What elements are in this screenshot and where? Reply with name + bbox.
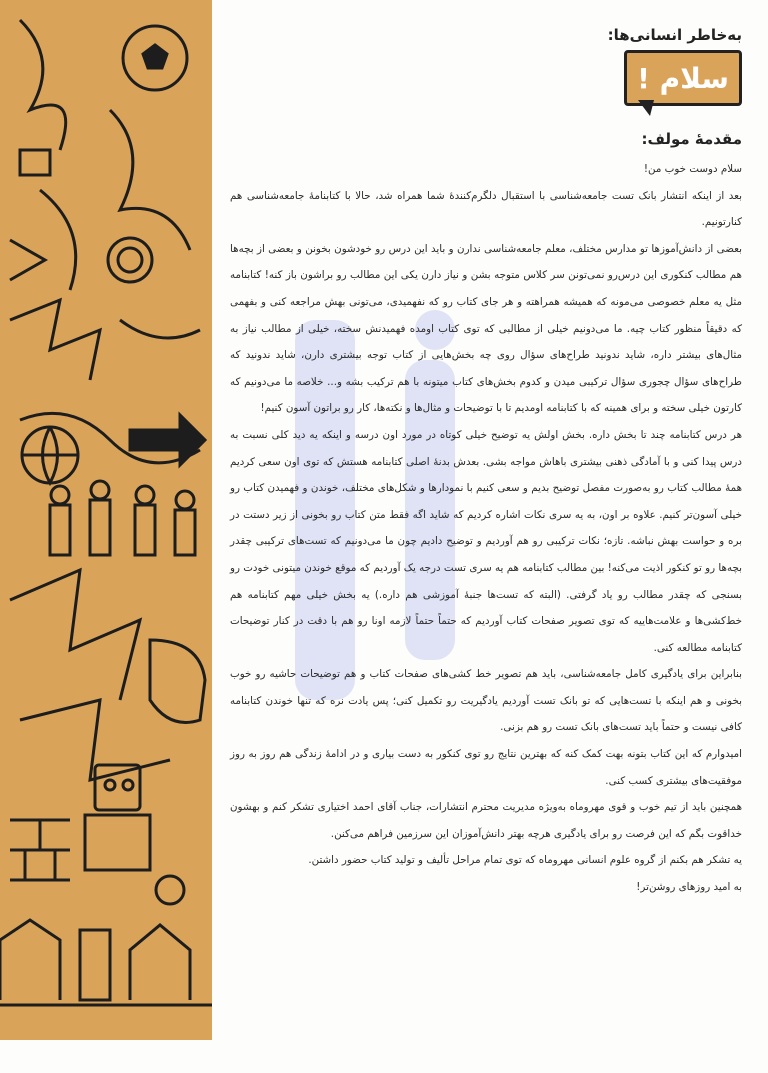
paragraph-book-structure: هر درس کتابنامه چند تا بخش داره. بخش اولش یه توضیح خیلی کوتاه در مورد اون درسه و اینکه یه دید کلی نسبت به درس پیدا کنی و با آمادگی ذهنی بیشتری باهاش مواجه بشی. بعدش بدنۀ اصلی کتابنامه هستش که توی اون سعی کردیم همۀ مطالب کتاب رو به‌صورت مفصل توضیح بدیم و سعی کنیم با نمودارها و شکل‌های مختلف، خوندن و فهمیدن کتاب رو خیلی آسون‌تر کنیم. علاوه بر اون، به یه سری نکات اشاره کردیم که شاید اگه فقط متن کتاب رو بخونی از زیر دستت در بره و حواست بهش نباشه. تازه؛ نکات ترکیبی رو هم آوردیم و توضیح دادیم چون ما می‌دونیم که تست‌های ترکیبی چقدر بچه‌ها رو تو کنکور اذیت می‌کنه! بین مطالب کتابنامه هم یه سری تست درجه یک آوردیم که موقع خوندن میتونی خودت رو بسنجی که چقدر مطالب رو یاد گرفتی. (البته که تست‌ها جنبۀ آموزشی هم داره.) یه بخش خیلی مهم کتابنامه هم خط‌کشی‌ها و علامت‌هاییه که توی تصویر صفحات کتاب آوردیم که حتماً حتماً لازمه اونا رو هم با دقت در کنار توضیحات کتابنامه مطالعه کنی.	[230, 428, 742, 654]
paragraph-thanks-publisher: همچنین باید از تیم خوب و قوی مهروماه به‌ویژه مدیریت محترم انتشارات، جناب آقای احمد اختیاری تشکر کنم و بهشون خداقوت بگم که این فرصت رو برای یادگیری هرچه بهتر دانش‌آموزان این سرزمین فراهم می‌کنن.	[230, 801, 742, 840]
hello-speech-bubble	[624, 50, 742, 106]
paragraph-hope: امیدوارم که این کتاب بتونه بهت کمک کنه که بهترین نتایج رو توی کنکور به دست بیاری و در ادامۀ زندگی هم روز به روز موفقیت‌های بیشتری کسب کنی.	[230, 748, 742, 787]
hello-badge-text: سلام !	[637, 61, 729, 95]
author-intro-heading: مقدمۀ مولف:	[641, 130, 742, 148]
for-humans-heading: به‌خاطر انسانی‌ها:	[607, 26, 742, 44]
hello-badge	[624, 50, 742, 120]
speech-bubble-tail	[638, 100, 654, 116]
paragraph-how-to-study: بنابراین برای یادگیری کامل جامعه‌شناسی، باید هم تصویر خط کشی‌های صفحات کتاب و هم توضیحات حاشیه رو خوب بخونی و هم اینکه با تست‌هایی که تو بانک تست آوردیم یادگیریت رو تکمیل کنی؛ پس یادت نره که تنها خوندن کتابنامه کافی نیست و حتماً باید تست‌های بانک تست رو هم بزنی.	[230, 668, 742, 734]
doodle-illustration	[0, 0, 212, 1040]
paragraph-closing: به امید روزهای روشن‌تر!	[636, 881, 742, 894]
paragraph-greeting: سلام دوست خوب من!	[643, 163, 742, 175]
paragraph-thanks-group: یه تشکر هم بکنم از گروه علوم انسانی مهروماه که توی تمام مراحل تألیف و تولید کتاب حضور داشتن.	[308, 854, 742, 867]
decorative-doodle-strip	[0, 0, 212, 1040]
main-text-column	[230, 26, 742, 901]
paragraph-why-book: بعضی از دانش‌آموزها تو مدارس مختلف، معلم جامعه‌شناسی ندارن و باید این درس رو خودشون بخونن و بعضی از بچه‌ها هم مطالب کنکوری این درس‌رو نمی‌تونن سر کلاس متوجه بشن و نیاز دارن یکی این مطالب رو براشون باز کنه! کتابنامه مثل یه معلم خصوصی می‌مونه که همیشه همراهته و هر جای کتاب رو که نفهمیدی، می‌تونی بهش مراجعه کنی و بفهمی که دقیقاً منظور کتاب چیه. ما می‌دونیم خیلی از مطالبی که توی کتاب اومده فهمیدنش سخته، خیلی از مطالب نیاز به مثال‌های بیشتر داره، شاید ندونید طراح‌های سؤال روی چه بخش‌هایی از کتاب توجه بیشتری دارن، شاید ندونید که طراح‌های سؤال چجوری سؤال ترکیبی میدن و کدوم بخش‌های کتاب میتونه با هم ترکیب بشه و... خلاصه ما می‌دونیم که کارتون خیلی سخته و برای همینه که با کتابنامه اومدیم تا با توضیحات و مثال‌ها و نکته‌ها، کار رو براتون آسون کنیم!	[230, 242, 742, 415]
paragraph-book-intro: بعد از اینکه انتشار بانک تست جامعه‌شناسی با استقبال دلگرم‌کنندۀ شما همراه شد، حالا با کتابنامۀ جامعه‌شناسی هم کنارتونیم.	[230, 189, 742, 229]
